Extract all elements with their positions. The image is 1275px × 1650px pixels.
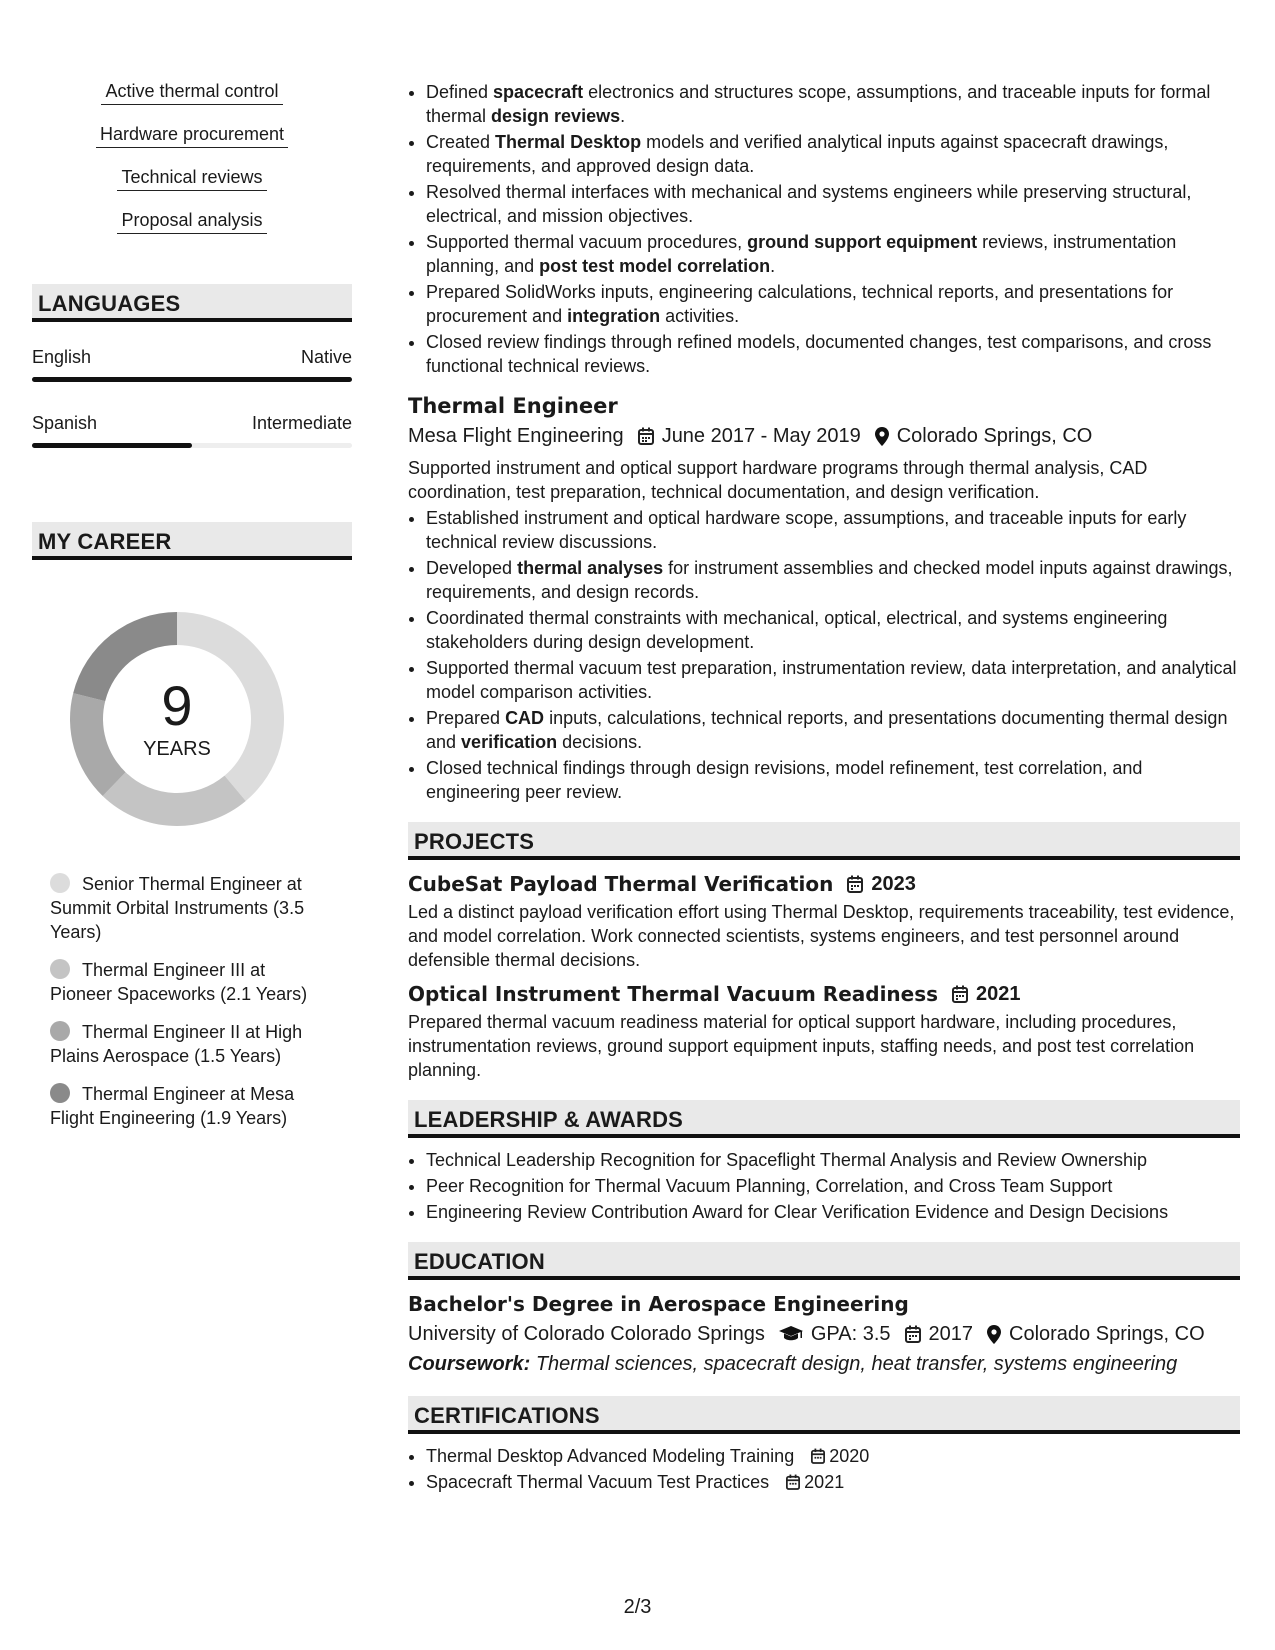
legend-label: Senior Thermal Engineer at Summit Orbital Instruments (3.5 Years) (50, 874, 305, 942)
language-name: English (32, 347, 92, 367)
career-donut-chart (62, 604, 292, 834)
bullet-item: • Developed thermal analyses for instrument assemblies and checked model inputs against drawings, requirements, and design records. (426, 556, 1240, 604)
coursework (408, 1350, 1240, 1378)
project-year: 2021 (976, 983, 1021, 1005)
project-item (408, 980, 1240, 1082)
bullet-item: • Coordinated thermal constraints with mechanical, optical, electrical, and systems engineering stakeholders during design development. (426, 606, 1240, 654)
skills-list (32, 80, 352, 252)
coursework-list: Thermal sciences, spacecraft design, heat transfer, systems engineering (535, 1353, 1178, 1375)
job-meta (408, 422, 1240, 450)
calendar-icon (811, 1448, 825, 1464)
bullet-item: • Created Thermal Desktop models and verified analytical inputs against spacecraft drawings, requirements, and approved design data. (426, 130, 1240, 178)
career-legend (50, 872, 330, 1130)
legend-dot (50, 1021, 70, 1041)
legend-dot (50, 1083, 70, 1103)
education-meta (408, 1320, 1240, 1348)
legend-label: Thermal Engineer III at Pioneer Spaceworks (2.1 Years) (50, 960, 308, 1004)
degree-title: Bachelor's Degree in Aerospace Engineering (408, 1292, 909, 1316)
skill-item: Active thermal control (101, 80, 282, 105)
certification-year: 2021 (804, 1472, 845, 1492)
language-proficiency-fill (32, 377, 352, 382)
map-pin-icon (875, 427, 889, 446)
map-pin-icon (987, 1325, 1001, 1344)
job-dates: June 2017 - May 2019 (661, 425, 861, 447)
project-item (408, 870, 1240, 972)
certifications-list (408, 1444, 1240, 1494)
language-level: Intermediate (251, 413, 352, 433)
project-description: Prepared thermal vacuum readiness material for optical support hardware, including procedures, instrumentation reviews, ground support equipment inputs, staffing needs, and post test correlation planning. (408, 1012, 1195, 1080)
education-heading: EDUCATION (408, 1242, 1240, 1280)
career-legend-item (50, 1020, 330, 1068)
calendar-icon (638, 427, 654, 445)
certification-name: Thermal Desktop Advanced Modeling Training (426, 1446, 795, 1466)
certifications-heading: CERTIFICATIONS (408, 1396, 1240, 1434)
bullet-item: • Resolved thermal interfaces with mechanical and systems engineers while preserving structural, electrical, and mission objectives. (426, 180, 1240, 228)
job-location: Colorado Springs, CO (896, 425, 1093, 447)
skill-item: Hardware procurement (96, 123, 288, 148)
gpa: GPA: 3.5 (810, 1323, 891, 1345)
bullet-item: • Established instrument and optical hardware scope, assumptions, and traceable inputs for early technical review discussions. (426, 506, 1240, 554)
school-location: Colorado Springs, CO (1009, 1323, 1205, 1345)
language-proficiency-fill (32, 443, 192, 448)
job-summary: Supported instrument and optical support hardware programs through thermal analysis, CAD coordination, test preparation, technical documentation, and design verification. (408, 458, 1148, 502)
award-item: • Technical Leadership Recognition for Spaceflight Thermal Analysis and Review Ownership (426, 1148, 1240, 1172)
project-year: 2023 (871, 873, 916, 895)
previous-job-bullets (408, 80, 1240, 378)
bullet-item: • Closed review findings through refined models, documented changes, test comparisons, and cross functional technical reviews. (426, 330, 1240, 378)
calendar-icon (905, 1325, 921, 1343)
certification-item (426, 1470, 1240, 1494)
language-spanish (32, 412, 352, 448)
calendar-icon (786, 1474, 800, 1490)
bullet-item: • Prepared CAD inputs, calculations, technical reports, and presentations documenting thermal design and verification decisions. (426, 706, 1240, 754)
language-level: Native (300, 347, 352, 367)
award-item: • Engineering Review Contribution Award for Clear Verification Evidence and Design Decisions (426, 1200, 1240, 1224)
leadership-list (408, 1148, 1240, 1224)
certification-item (426, 1444, 1240, 1468)
project-title: Optical Instrument Thermal Vacuum Readiness (408, 982, 939, 1006)
career-heading: MY CAREER (32, 522, 352, 560)
page-number: 2/3 (623, 1596, 652, 1618)
award-item: • Peer Recognition for Thermal Vacuum Planning, Correlation, and Cross Team Support (426, 1174, 1240, 1198)
bullet-item: • Defined spacecraft electronics and structures scope, assumptions, and traceable inputs for formal thermal design reviews. (426, 80, 1240, 128)
projects-heading: PROJECTS (408, 822, 1240, 860)
certification-name: Spacecraft Thermal Vacuum Test Practices (426, 1472, 770, 1492)
career-legend-item (50, 958, 330, 1006)
languages-heading: LANGUAGES (32, 284, 352, 322)
graduation-year: 2017 (928, 1323, 974, 1345)
language-proficiency-bar (32, 443, 352, 448)
legend-dot (50, 959, 70, 979)
certification-year: 2020 (829, 1446, 870, 1466)
main-content (408, 80, 1240, 1496)
legend-dot (50, 873, 70, 893)
career-legend-item (50, 1082, 330, 1130)
career-total-label: YEARS (143, 738, 211, 760)
legend-label: Thermal Engineer at Mesa Flight Engineering (1.9 Years) (50, 1084, 295, 1128)
bullet-item: • Supported thermal vacuum procedures, ground support equipment reviews, instrumentation planning, and post test model correlation. (426, 230, 1240, 278)
bullet-item: • Closed technical findings through design revisions, model refinement, test correlation, and engineering peer review. (426, 756, 1240, 804)
skill-item: Technical reviews (117, 166, 266, 191)
bullet-item: • Prepared SolidWorks inputs, engineering calculations, technical reports, and presentations for procurement and integration activities. (426, 280, 1240, 328)
sidebar (32, 80, 352, 1144)
bullet-item: • Supported thermal vacuum test preparation, instrumentation review, data interpretation, and analytical model comparison activities. (426, 656, 1240, 704)
graduation-cap-icon (779, 1326, 803, 1342)
project-description: Led a distinct payload verification effort using Thermal Desktop, requirements traceability, test evidence, and model correlation. Work connected scientists, systems engineers, and test personnel around defensible thermal decisions. (408, 902, 1235, 970)
legend-label: Thermal Engineer II at High Plains Aerospace (1.5 Years) (50, 1022, 303, 1066)
calendar-icon (847, 875, 863, 893)
job-title: Thermal Engineer (408, 394, 618, 418)
school-name: University of Colorado Colorado Springs (408, 1323, 765, 1345)
language-english (32, 346, 352, 382)
language-proficiency-bar (32, 377, 352, 382)
job-company: Mesa Flight Engineering (408, 425, 624, 447)
project-title: CubeSat Payload Thermal Verification (408, 872, 834, 896)
coursework-label: Coursework: (408, 1353, 531, 1375)
leadership-heading: LEADERSHIP & AWARDS (408, 1100, 1240, 1138)
language-name: Spanish (32, 413, 98, 433)
skill-item: Proposal analysis (117, 209, 266, 234)
calendar-icon (952, 985, 968, 1003)
job-bullets (408, 506, 1240, 804)
career-legend-item (50, 872, 330, 944)
career-total-years: 9 (161, 674, 193, 737)
